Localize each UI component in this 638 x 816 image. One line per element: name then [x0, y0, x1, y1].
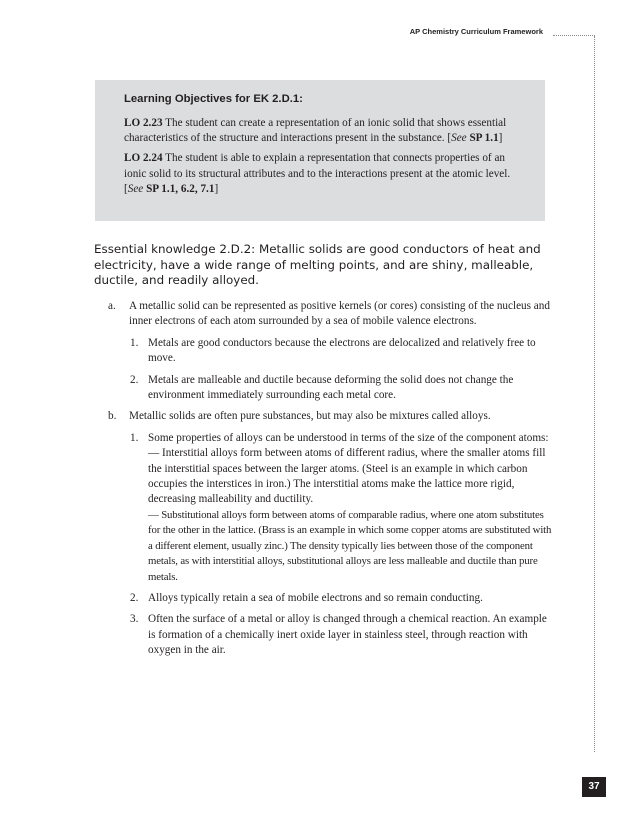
lo-item-2-23	[124, 116, 527, 146]
list-marker: b.	[108, 410, 117, 423]
essential-knowledge-heading: Essential knowledge 2.D.2: Metallic solids are good conductors of heat and electricity, have a wide range of melting points, and are shiny, malleable, ductile, and readily alloyed.	[94, 242, 541, 288]
point-text: Metallic solids are often pure substances, but may also be mixtures called alloys.	[129, 410, 491, 423]
list-marker: 1.	[130, 336, 139, 349]
lo-text: The student is able to explain a representation that connects properties of an ionic solid to its structural attributes and to the interactions present at the atomic level. [	[124, 152, 511, 195]
lo-text: The student can create a representation of an ionic solid that shows essential characteristics of the structure and interactions present in the substance. [	[124, 117, 507, 145]
lo-item-2-24	[124, 151, 527, 197]
point-a-2	[94, 373, 554, 404]
subpoint-text: Metals are good conductors because the electrons are delocalized and relatively free to move.	[148, 336, 536, 365]
point-b-3	[94, 612, 554, 658]
running-header	[0, 27, 638, 41]
lo-close: ]	[498, 132, 503, 145]
lo-refs: SP 1.1, 6.2, 7.1	[143, 182, 215, 195]
page-number: 37	[582, 777, 606, 797]
lo-code: LO 2.24	[124, 152, 163, 165]
list-marker: 1.	[130, 431, 139, 444]
learning-objectives-box	[95, 80, 545, 221]
learning-objectives-heading: Learning Objectives for EK 2.D.1:	[124, 93, 303, 105]
point-a-1	[94, 336, 554, 367]
list-marker: 3.	[130, 613, 139, 626]
list-marker: a.	[108, 300, 116, 312]
lo-close: ]	[214, 182, 219, 195]
point-a	[94, 299, 554, 330]
lo-see: See	[451, 132, 467, 145]
subpoint-text: Metals are malleable and ductile because deforming the solid does not change the environment immediately surrounding each metal core.	[148, 373, 514, 402]
subpoint-text: Often the surface of a metal or alloy is changed through a chemical reaction. An example is formation of a chemically inert oxide layer in stainless steel, through reaction with oxygen in the air.	[148, 613, 547, 657]
body-content	[94, 299, 554, 665]
lo-see: See	[127, 182, 144, 195]
header-title: AP Chemistry Curriculum Framework	[409, 27, 543, 36]
point-b-2	[94, 591, 554, 606]
header-dotted-rule	[553, 35, 595, 36]
lo-code: LO 2.23	[124, 117, 163, 129]
point-text: A metallic solid can be represented as positive kernels (or cores) consisting of the nucleus and inner electrons of each atom surrounded by a sea of mobile valence electrons.	[129, 300, 550, 328]
point-b	[94, 409, 554, 424]
substitutional-alloys-text: — Substitutional alloys form between atoms of comparable radius, where one atom substitutes for the other in the lattice. (Brass is an example in which some copper atoms are substituted with a different element, usually zinc.) The density typically lies between those of the component metals, as with interstitial alloys, substitutional alloys are less malleable and ductile than pure metals.	[148, 508, 552, 583]
subpoint-text: Alloys typically retain a sea of mobile electrons and so remain conducting.	[148, 591, 483, 604]
interstitial-alloys-text: — Interstitial alloys form between atoms of different radius, where the smaller atoms fill the interstitial spaces between the larger atoms. (Steel is an example in which carbon occupies the interstices in iron.) The interstitial atoms make the lattice more rigid, decreasing malleability and ductility.	[148, 447, 546, 506]
subpoint-text: Some properties of alloys can be understood in terms of the size of the component atoms:	[148, 431, 549, 444]
point-b-1	[94, 431, 554, 585]
list-marker: 2.	[130, 591, 139, 604]
margin-dotted-rule	[594, 36, 595, 752]
lo-refs: SP 1.1	[466, 132, 499, 145]
list-marker: 2.	[130, 373, 139, 386]
